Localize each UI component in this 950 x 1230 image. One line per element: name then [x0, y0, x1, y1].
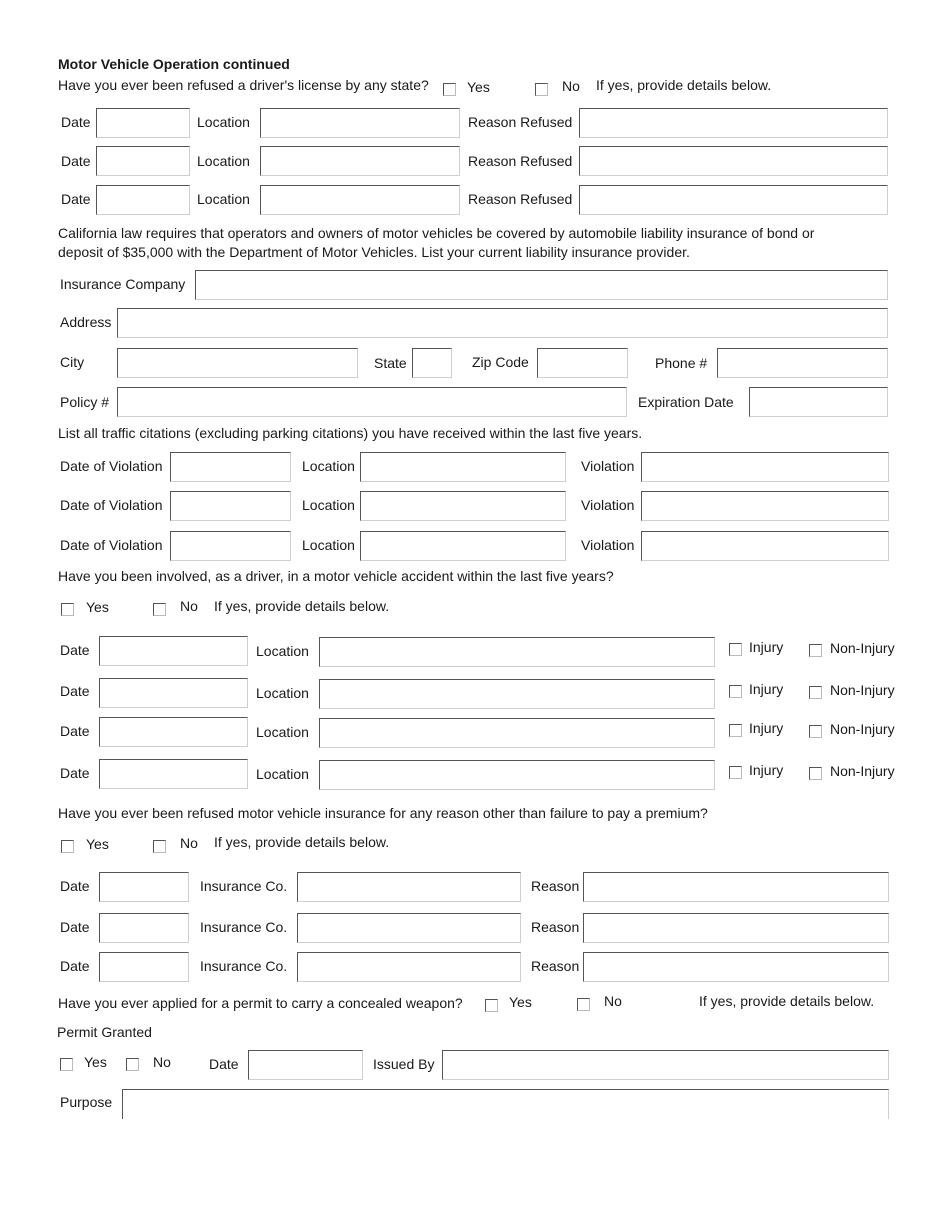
insurance-company-label: Insurance Company	[60, 276, 186, 292]
expiration-label: Expiration Date	[638, 394, 734, 410]
license-reason-field[interactable]	[579, 185, 888, 215]
license-location-field[interactable]	[260, 185, 460, 215]
permit-granted-yes-checkbox[interactable]	[60, 1058, 73, 1071]
issued-by-label: Issued By	[373, 1056, 435, 1072]
license-reason-label: Reason Refused	[468, 191, 573, 207]
license-reason-label: Reason Refused	[468, 153, 573, 169]
accident-location-field[interactable]	[319, 637, 715, 667]
citation-violation-label: Violation	[581, 497, 635, 513]
ins-refused-reason-field[interactable]	[583, 872, 889, 902]
license-location-field[interactable]	[260, 108, 460, 138]
citation-violation-label: Violation	[581, 458, 635, 474]
issued-by-field[interactable]	[442, 1050, 889, 1080]
accident-date-field[interactable]	[99, 717, 248, 747]
license-location-label: Location	[197, 191, 250, 207]
citation-violation-field[interactable]	[641, 452, 889, 482]
citation-location-field[interactable]	[360, 491, 566, 521]
injury-checkbox[interactable]	[729, 643, 742, 656]
accident-question: Have you been involved, as a driver, in a motor vehicle accident within the last five years?	[58, 568, 614, 584]
license-date-field[interactable]	[96, 185, 190, 215]
license-date-label: Date	[61, 153, 91, 169]
ins-refused-question: Have you ever been refused motor vehicle insurance for any reason other than failure to pay a premium?	[58, 805, 708, 821]
weapon-yes-label: Yes	[509, 994, 532, 1010]
license-date-label: Date	[61, 191, 91, 207]
accident-no-label: No	[180, 598, 198, 614]
citation-location-label: Location	[302, 537, 355, 553]
license-date-field[interactable]	[96, 146, 190, 176]
accident-date-label: Date	[60, 765, 90, 781]
license-reason-field[interactable]	[579, 146, 888, 176]
accident-location-field[interactable]	[319, 718, 715, 748]
weapon-details-note: If yes, provide details below.	[699, 993, 875, 1009]
citation-location-label: Location	[302, 458, 355, 474]
license-refused-no-checkbox[interactable]	[535, 83, 548, 96]
zip-label: Zip Code	[472, 354, 529, 370]
license-reason-field[interactable]	[579, 108, 888, 138]
ins-refused-company-field[interactable]	[297, 913, 521, 943]
accident-date-label: Date	[60, 723, 90, 739]
non-injury-checkbox[interactable]	[809, 767, 822, 780]
accident-date-label: Date	[60, 642, 90, 658]
ins-refused-date-field[interactable]	[99, 872, 189, 902]
permit-granted-no-checkbox[interactable]	[126, 1058, 139, 1071]
weapon-yes-checkbox[interactable]	[485, 999, 498, 1012]
citations-prompt: List all traffic citations (excluding parking citations) you have received within the last five years.	[58, 425, 643, 441]
accident-yes-checkbox[interactable]	[61, 603, 74, 616]
accident-location-field[interactable]	[319, 760, 715, 790]
permit-date-label: Date	[209, 1056, 239, 1072]
ins-refused-reason-field[interactable]	[583, 952, 889, 982]
citation-date-field[interactable]	[170, 531, 291, 561]
policy-field[interactable]	[117, 387, 627, 417]
state-field[interactable]	[412, 348, 452, 378]
injury-label: Injury	[749, 720, 784, 736]
license-location-label: Location	[197, 114, 250, 130]
license-location-field[interactable]	[260, 146, 460, 176]
injury-label: Injury	[749, 639, 784, 655]
ins-refused-reason-label: Reason	[531, 958, 580, 974]
insurance-notice-line1: California law requires that operators and owners of motor vehicles be covered by automobile liability insurance of bond or	[58, 225, 815, 241]
license-refused-no-label: No	[562, 78, 580, 94]
citation-violation-field[interactable]	[641, 531, 889, 561]
zip-field[interactable]	[537, 348, 628, 378]
city-label: City	[60, 354, 85, 370]
license-reason-label: Reason Refused	[468, 114, 573, 130]
phone-label: Phone #	[655, 355, 708, 371]
citation-date-field[interactable]	[170, 491, 291, 521]
ins-refused-yes-checkbox[interactable]	[61, 840, 74, 853]
weapon-no-label: No	[604, 993, 622, 1009]
ins-refused-date-label: Date	[60, 919, 90, 935]
ins-refused-company-label: Insurance Co.	[200, 958, 288, 974]
address-label: Address	[60, 314, 112, 330]
accident-date-field[interactable]	[99, 636, 248, 666]
ins-refused-company-field[interactable]	[297, 872, 521, 902]
citation-date-label: Date of Violation	[60, 458, 163, 474]
citation-date-field[interactable]	[170, 452, 291, 482]
accident-date-field[interactable]	[99, 678, 248, 708]
citation-date-label: Date of Violation	[60, 497, 163, 513]
license-refused-question: Have you ever been refused a driver's license by any state?	[58, 77, 429, 93]
weapon-question: Have you ever applied for a permit to carry a concealed weapon?	[58, 995, 463, 1011]
non-injury-checkbox[interactable]	[809, 686, 822, 699]
phone-field[interactable]	[717, 348, 888, 378]
accident-details-note: If yes, provide details below.	[214, 598, 390, 614]
license-refused-details-note: If yes, provide details below.	[596, 77, 772, 93]
ins-refused-reason-label: Reason	[531, 878, 580, 894]
citation-location-label: Location	[302, 497, 355, 513]
insurance-company-field[interactable]	[195, 270, 888, 300]
license-location-label: Location	[197, 153, 250, 169]
accident-location-label: Location	[256, 685, 309, 701]
citation-location-field[interactable]	[360, 531, 566, 561]
accident-location-field[interactable]	[319, 679, 715, 709]
section-title: Motor Vehicle Operation continued	[58, 56, 290, 72]
insurance-notice-line2: deposit of $35,000 with the Department of Motor Vehicles. List your current liability insurance provider.	[58, 244, 690, 260]
expiration-field[interactable]	[749, 387, 888, 417]
ins-refused-date-label: Date	[60, 878, 90, 894]
permit-granted-no-label: No	[153, 1054, 171, 1070]
injury-label: Injury	[749, 681, 784, 697]
license-date-field[interactable]	[96, 108, 190, 138]
citation-date-label: Date of Violation	[60, 537, 163, 553]
policy-label: Policy #	[60, 394, 110, 410]
ins-refused-yes-label: Yes	[86, 836, 109, 852]
ins-refused-date-label: Date	[60, 958, 90, 974]
citation-violation-field[interactable]	[641, 491, 889, 521]
ins-refused-details-note: If yes, provide details below.	[214, 834, 390, 850]
injury-label: Injury	[749, 762, 784, 778]
accident-date-field[interactable]	[99, 759, 248, 789]
non-injury-label: Non-Injury	[830, 763, 895, 779]
accident-location-label: Location	[256, 724, 309, 740]
injury-checkbox[interactable]	[729, 766, 742, 779]
ins-refused-company-label: Insurance Co.	[200, 878, 288, 894]
ins-refused-company-label: Insurance Co.	[200, 919, 288, 935]
non-injury-label: Non-Injury	[830, 682, 895, 698]
purpose-field[interactable]	[122, 1089, 889, 1119]
accident-date-label: Date	[60, 683, 90, 699]
non-injury-label: Non-Injury	[830, 640, 895, 656]
citation-violation-label: Violation	[581, 537, 635, 553]
ins-refused-company-field[interactable]	[297, 952, 521, 982]
state-label: State	[374, 355, 407, 371]
non-injury-checkbox[interactable]	[809, 644, 822, 657]
non-injury-label: Non-Injury	[830, 721, 895, 737]
ins-refused-no-label: No	[180, 835, 198, 851]
ins-refused-reason-field[interactable]	[583, 913, 889, 943]
injury-checkbox[interactable]	[729, 685, 742, 698]
license-refused-yes-checkbox[interactable]	[443, 83, 456, 96]
purpose-label: Purpose	[60, 1094, 113, 1110]
ins-refused-date-field[interactable]	[99, 952, 189, 982]
citation-location-field[interactable]	[360, 452, 566, 482]
weapon-no-checkbox[interactable]	[577, 998, 590, 1011]
permit-date-field[interactable]	[248, 1050, 363, 1080]
permit-granted-label: Permit Granted	[57, 1024, 152, 1040]
address-field[interactable]	[117, 308, 888, 338]
city-field[interactable]	[117, 348, 358, 378]
accident-no-checkbox[interactable]	[153, 603, 166, 616]
license-date-label: Date	[61, 114, 91, 130]
accident-location-label: Location	[256, 766, 309, 782]
non-injury-checkbox[interactable]	[809, 725, 822, 738]
license-refused-yes-label: Yes	[467, 79, 490, 95]
ins-refused-reason-label: Reason	[531, 919, 580, 935]
ins-refused-date-field[interactable]	[99, 913, 189, 943]
injury-checkbox[interactable]	[729, 724, 742, 737]
permit-granted-yes-label: Yes	[84, 1054, 107, 1070]
accident-yes-label: Yes	[86, 599, 109, 615]
ins-refused-no-checkbox[interactable]	[153, 840, 166, 853]
accident-location-label: Location	[256, 643, 309, 659]
